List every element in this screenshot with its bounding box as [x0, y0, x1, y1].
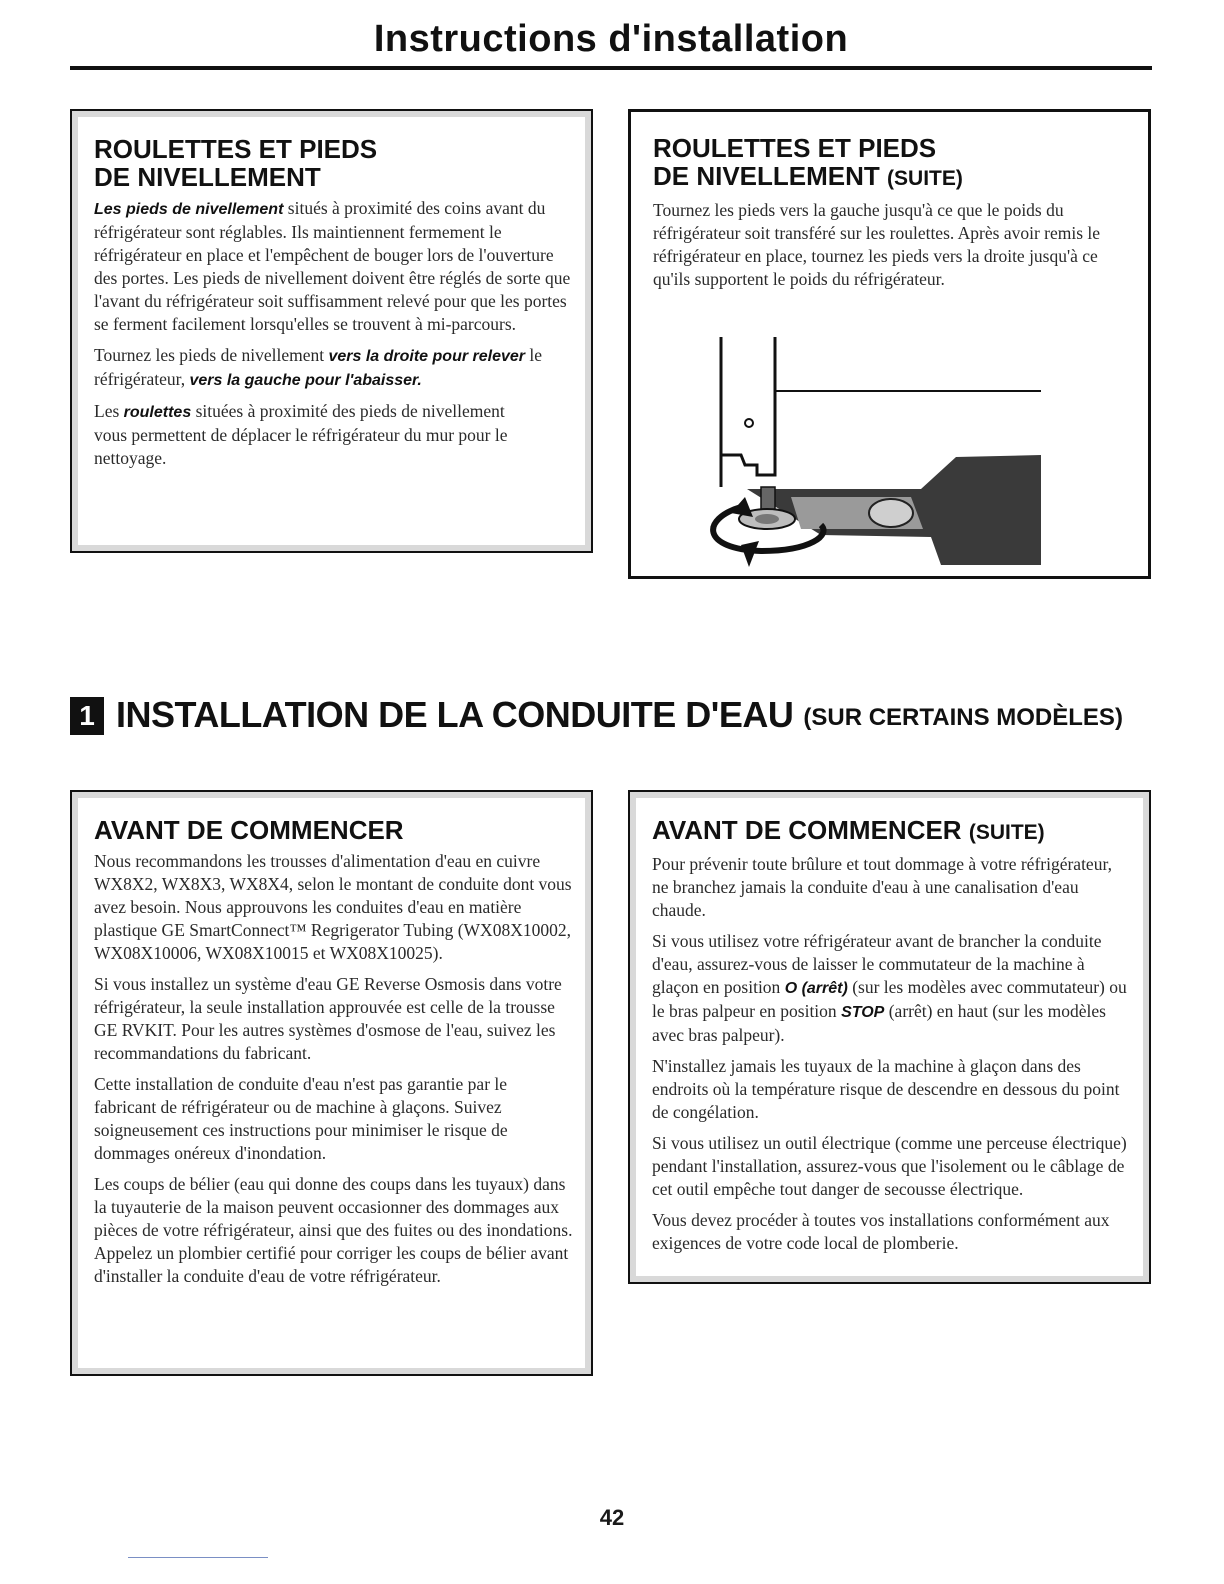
before-starting-paragraph-3: Cette installation de conduite d'eau n'est pas garantie par le fabricant de réfrigérateur ou de machine à glaçons. Suivez soigneusement ces instructions pour minimiser le risque de dommages onéreux d'inondation.	[94, 1074, 508, 1163]
section-subtitle: (SUR CERTAINS MODÈLES)	[803, 704, 1123, 731]
before-starting-suite-paragraph-1: Pour prévenir toute brûlure et tout dommage à votre réfrigérateur, ne branchez jamais la conduite d'eau à une canalisation d'eau chaude.	[652, 854, 1112, 920]
before-starting-suite-paragraph-2	[652, 930, 1131, 1047]
leveling-legs-suite-title	[653, 134, 1130, 193]
leveling-legs-paragraph-2	[94, 344, 573, 392]
page-number: 42	[599, 1505, 625, 1530]
keyword: O (arrêt)	[784, 980, 848, 997]
leveling-legs-paragraph-1	[94, 197, 573, 336]
before-starting-paragraph-4: Les coups de bélier (eau qui donne des coups dans les tuyaux) dans la tuyauterie de la maison peuvent occasionner des dommages aux pièces de votre réfrigérateur, ainsi que des fuites ou des inondations. Appelez un plombier certifié pour corriger les coups de bélier avant d'installer la conduite d'eau de votre réfrigérateur.	[94, 1174, 573, 1286]
text: (arrêt) en haut (sur les modèles avec bras palpeur).	[652, 1001, 1106, 1045]
header-rule	[70, 66, 1152, 70]
section-title: INSTALLATION DE LA CONDUITE D'EAU	[116, 694, 794, 735]
keyword: roulettes	[123, 404, 192, 421]
footer-rule	[128, 1557, 268, 1558]
text: Tournez les pieds de nivellement	[94, 345, 329, 365]
page-title: Instructions d'installation	[373, 18, 849, 60]
step-number-badge: 1	[70, 697, 104, 735]
before-starting-box	[70, 790, 593, 1376]
title-text: AVANT DE COMMENCER	[652, 815, 962, 845]
leveling-legs-suite-box	[628, 109, 1151, 579]
before-starting-suite-paragraph-4: Si vous utilisez un outil électrique (comme une perceuse électrique) pendant l'installation, assurez-vous que l'isolement ou le câblage de cet outil empêche tout danger de secousse électrique.	[652, 1133, 1127, 1199]
before-starting-suite-paragraph-3: N'installez jamais les tuyaux de la machine à glaçon dans des endroits où la température risque de descendre en dessous du point de congélation.	[652, 1056, 1120, 1122]
keyword: vers la gauche pour l'abaisser.	[189, 372, 422, 389]
keyword: STOP	[841, 1004, 885, 1021]
before-starting-paragraph-1: Nous recommandons les trousses d'alimentation d'eau en cuivre WX8X2, WX8X3, WX8X4, selon le montant de conduite dont vous avez besoin. Nous approuvons les conduites d'eau en matière plastique GE SmartConnect™ Regrigerator Tubing (WX08X10002, WX08X10006, WX08X10015 et WX08X10025).	[94, 851, 572, 963]
text: le réfrigérateur,	[94, 345, 543, 389]
text: Si vous utilisez votre réfrigérateur avant de brancher la conduite d'eau, assurez-vous de laisser le commutateur de la machine à glaçon en position	[652, 931, 1102, 997]
leveling-legs-suite-paragraph: Tournez les pieds vers la gauche jusqu'à ce que le poids du réfrigérateur soit transféré sur les roulettes. Après avoir remis le réfrigérateur en place, tournez les pieds vers la droite jusqu'à ce qu'ils supportent le poids du réfrigérateur.	[653, 200, 1101, 289]
text: situés à proximité des coins avant du réfrigérateur sont réglables. Ils maintiennent fermement le réfrigérateur en place et l'empêchent de bouger lors de l'ouverture des portes. Les pieds de nivellement doivent être réglés de sorte que l'avant du réfrigérateur soit suffisamment relevé pour que les portes se ferment facilement lorsqu'elles se trouvent à mi-parcours.	[94, 198, 571, 334]
title-line-1: ROULETTES ET PIEDS	[94, 134, 378, 164]
section-heading	[70, 695, 1160, 735]
title-line-2: DE NIVELLEMENT	[653, 161, 880, 191]
leveling-legs-box	[70, 109, 593, 553]
title-line-1: ROULETTES ET PIEDS	[653, 133, 937, 163]
title-suite: (SUITE)	[968, 821, 1045, 844]
keyword: Les pieds de nivellement	[94, 201, 284, 218]
leveling-legs-title	[94, 135, 573, 191]
keyword: vers la droite pour relever	[328, 348, 525, 365]
text: situées à proximité des pieds de nivellement vous permettent de déplacer le réfrigérateur du mur pour le nettoyage.	[94, 401, 508, 468]
text: Les	[94, 401, 124, 421]
before-starting-suite-paragraph-5: Vous devez procéder à toutes vos installations conformément aux exigences de votre code local de plomberie.	[652, 1210, 1110, 1253]
title-line-2: DE NIVELLEMENT	[94, 162, 321, 192]
before-starting-paragraph-2: Si vous installez un système d'eau GE Reverse Osmosis dans votre réfrigérateur, la seule installation approuvée est celle de la trousse GE RVKIT. Pour les autres systèmes d'osmose de l'eau, suivez les recommandations du fabricant.	[94, 974, 562, 1063]
before-starting-title: AVANT DE COMMENCER	[94, 815, 404, 845]
text: (sur les modèles avec commutateur) ou le bras palpeur en position	[652, 977, 1127, 1021]
before-starting-suite-box	[628, 790, 1151, 1284]
leveling-leg-illustration	[701, 337, 1061, 577]
leveling-legs-paragraph-3	[94, 400, 573, 470]
title-suite: (SUITE)	[887, 167, 963, 190]
before-starting-suite-title	[652, 816, 1131, 847]
